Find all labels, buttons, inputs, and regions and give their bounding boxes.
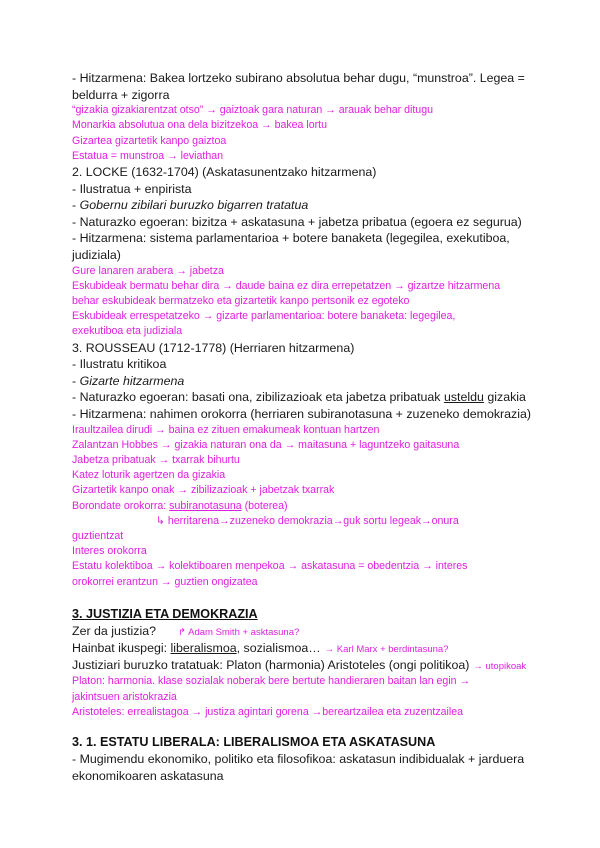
note-line: Eskubideak errespetatzeko → gizarte parlamentarioa: botere banaketa: legegilea, [72,310,456,323]
text-span: - Naturazko egoeran: basati ona, zibilizazioak eta jabetza pribatuak [72,390,444,405]
note-line: “gizakia gizakiarentzat otso” → gaiztoak gara naturan → arauak behar ditugu [72,104,433,117]
text-span: , sozialismoa… [236,640,321,655]
margin-note: → utopikoak [473,661,527,673]
underlined-word: liberalismoa [170,640,237,655]
rousseau-heading: 3. ROUSSEAU (1712-1778) (Herriaren hitzarmena) [72,340,355,355]
text-line: beldurra + zigorra [72,87,170,102]
note-line: exekutiboa eta judiziala [72,325,183,338]
note-line: Gizartea gizartetik kanpo gaiztoa [72,134,227,147]
text-line: ekonomikoaren askatasuna [72,768,224,783]
note-line: jakintsuen aristokrazia [72,690,177,703]
text-line [72,623,532,640]
underlined-word: usteldu [443,390,484,405]
book-title: Gizarte hitzarmena [79,373,185,388]
text-line: - Hitzarmena: Bakea lortzeko subirano absolutua behar dugu, “munstroa”. Legea = [72,71,525,85]
note-line: orokorrei erantzun → guztien ongizatea [72,575,258,588]
spacer [72,590,532,606]
note-line: Jabetza pribatuak → txarrak bihurtu [72,453,240,466]
underlined-word: subiranotasuna [169,499,242,512]
text-line [72,373,532,390]
bullet: - [72,198,80,213]
note-line: Gure lanaren arabera → jabetza [72,264,224,277]
text-line: - Ilustratu kritikoa [72,357,167,372]
locke-heading: 2. LOCKE (1632-1704) (Askatasunentzako hitzarmena) [72,165,377,179]
text-line [72,389,532,406]
note-line: Interes orokorra [72,545,147,558]
text-line: - Mugimendu ekonomiko, politiko eta filosofikoa: askatasun indibidualak + jarduera [72,752,525,766]
note-line-indented: ↳ herritarena→zuzeneko demokrazia→guk sortu legeak→onura [156,514,459,527]
text-span: Hainbat ikuspegi: [72,640,171,655]
note-line: Monarkia absolutua ona dela bizitzekoa → bakea lortu [72,119,327,132]
subsection-heading: 3. 1. ESTATU LIBERALA: LIBERALISMOA ETA ASKATASUNA [72,735,436,749]
text-span: gizakia [483,390,526,405]
text-line: - Hitzarmena: nahimen orokorra (herriaren subiranotasuna + zuzeneko demokrazia) [72,406,532,421]
text-line: - Ilustratua + enpirista [72,181,192,196]
note-line: guztientzat [72,529,124,542]
note-line: Estatua = munstroa → leviathan [72,149,224,162]
book-title: Gobernu zibilari buruzko bigarren tratatua [79,198,309,213]
note-line: Aristoteles: errealistagoa → justiza agintari gorena →bereartzailea eta zuzentzailea [72,705,464,718]
text-line: - Hitzarmena: sistema parlamentarioa + botere banaketa (legegilea, exekutiboa, [72,231,510,246]
text-line: - Naturazko egoeran: bizitza + askatasuna + jabetza pribatua (egoera ez segurua) [72,214,522,229]
text-span: Justiziari buruzko tratatuak: Platon (harmonia) Aristoteles (ongi politikoa) [72,658,470,673]
spacer [72,720,532,734]
bullet: - [72,373,80,388]
text-span: Zer da justizia? [72,623,157,638]
text-line [72,197,532,214]
note-line: Katez loturik agertzen da gizakia [72,469,226,482]
text-line: judiziala) [72,247,121,262]
text-line [72,657,532,674]
margin-note: ↱ Adam Smith + asktasuna? [178,626,300,638]
note-line: Gizartetik kanpo onak → zibilizazioak + jabetzak txarrak [72,484,335,497]
section-heading: 3. JUSTIZIA ETA DEMOKRAZIA [72,606,258,621]
margin-note: → Karl Marx + berdintasuna? [324,643,449,655]
text-line [72,640,532,657]
note-line: Zalantzan Hobbes → gizakia naturan ona da → maitasuna + laguntzeko gaitasuna [72,438,460,451]
note-line: Platon: harmonia. klase sozialak noberak bere bertute handieraren baitan lan egin → [72,675,471,688]
text-span: (boterea) [241,499,288,512]
text-span: Borondate orokorra: [72,499,170,512]
note-line: behar eskubideak bermatzeko eta gizartetik kanpo pertsonik ez egoteko [72,294,410,307]
note-line: Iraultzailea dirudi → baina ez zituen emakumeak kontuan hartzen [72,423,380,436]
note-line: Estatu kolektiboa → kolektiboaren menpekoa → askatasuna = obedentzia → interes [72,560,468,573]
note-line: Eskubideak bermatu behar dira → daude baina ez dira errepetatzen → gizartze hitzarmena [72,279,501,292]
note-line [72,499,532,514]
document-page [72,70,532,784]
